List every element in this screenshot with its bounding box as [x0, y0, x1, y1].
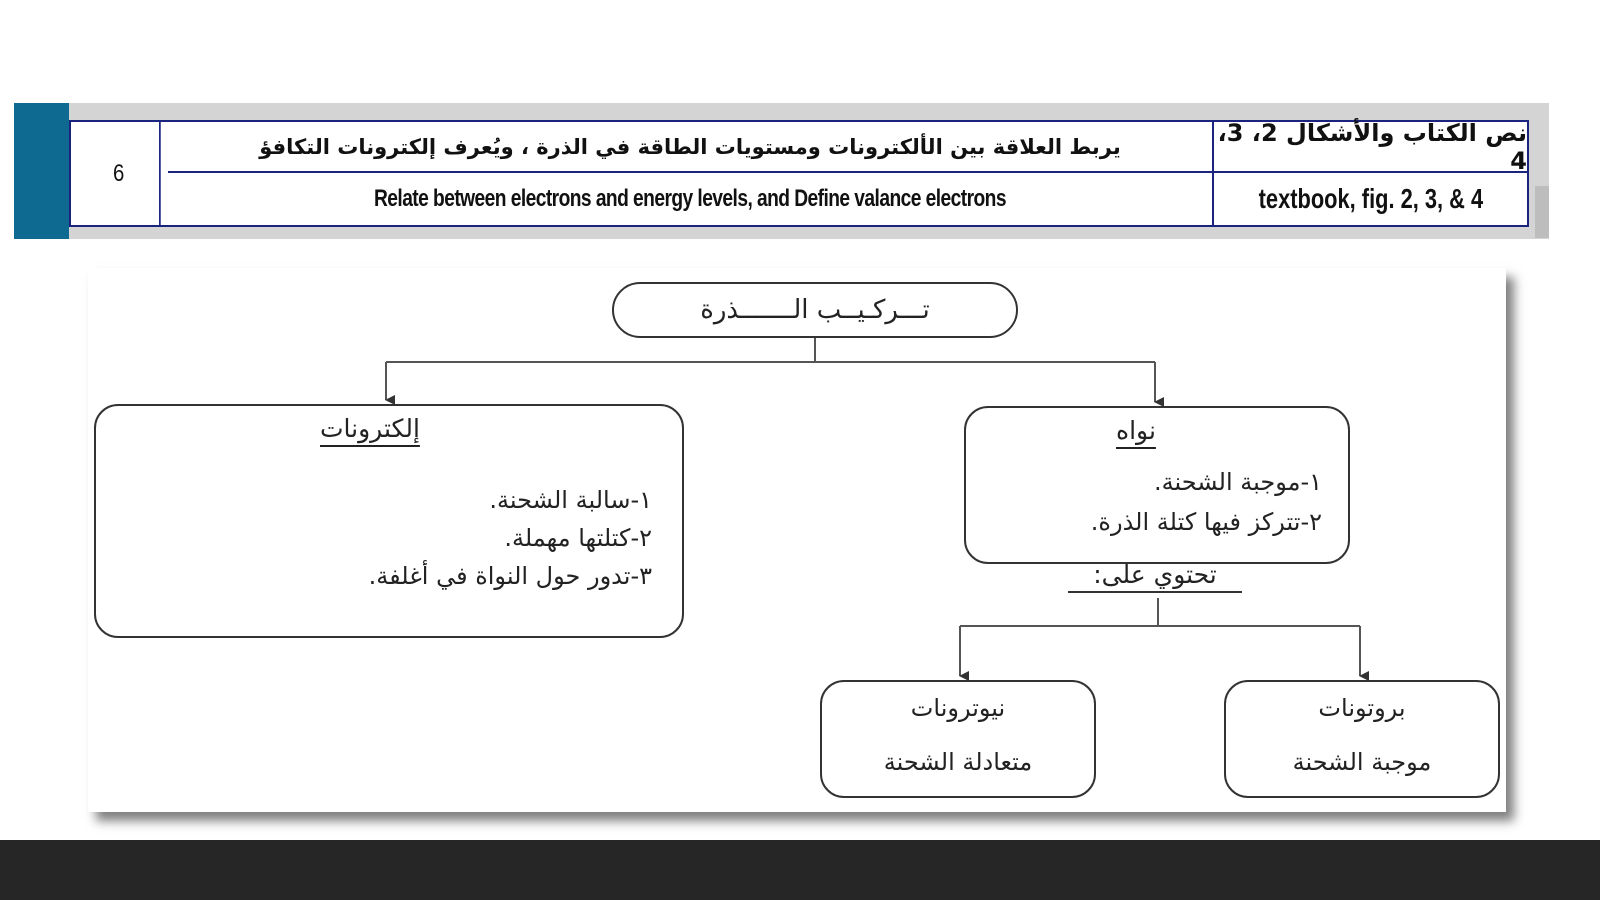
neutrons-description: متعادلة الشحنة: [883, 748, 1033, 776]
nucleus-item: ١-موجبة الشحنة.: [1154, 468, 1322, 496]
atom-structure-title: تـــركـيــب الـــــــذرة: [612, 282, 1018, 338]
electrons-item: ١-سالبة الشحنة.: [489, 486, 652, 514]
nucleus-item: ٢-تتركز فيها كتلة الذرة.: [1090, 508, 1322, 536]
electrons-item: ٣-تدور حول النواة في أغلفة.: [368, 562, 652, 590]
contains-label: تحتوي على:: [1068, 560, 1242, 593]
reference-english: textbook, fig. 2, 3, & 4: [1258, 183, 1483, 214]
reference-arabic: نص الكتاب والأشكال 2، 3، 4: [1214, 122, 1527, 173]
nucleus-box: [964, 406, 1350, 564]
electrons-box: [94, 404, 684, 638]
header-side-strip: [1535, 186, 1549, 238]
nucleus-title: نواه: [1116, 416, 1156, 445]
protons-title: بروتونات: [1318, 694, 1406, 722]
objective-english: Relate between electrons and energy levels, and Define valance electrons: [374, 185, 1006, 212]
objective-table: [69, 120, 1529, 227]
neutrons-title: نيوترونات: [910, 694, 1006, 722]
neutrons-box: [820, 680, 1096, 798]
protons-box: [1224, 680, 1500, 798]
header-accent-bar: [14, 103, 69, 239]
lesson-number: 6: [78, 122, 160, 225]
bottom-bar: [0, 840, 1600, 900]
objective-english-cell: [168, 173, 1214, 225]
objective-arabic: يربط العلاقة بين الألكترونات ومستويات الطاقة في الذرة ، ويُعرف إلكترونات التكافؤ: [168, 122, 1214, 173]
reference-english-cell: [1214, 173, 1527, 225]
atom-structure-diagram: [88, 268, 1506, 812]
electrons-item: ٢-كتلتها مهملة.: [504, 524, 652, 552]
protons-description: موجبة الشحنة: [1292, 748, 1432, 776]
electrons-title: إلكترونات: [320, 414, 420, 443]
